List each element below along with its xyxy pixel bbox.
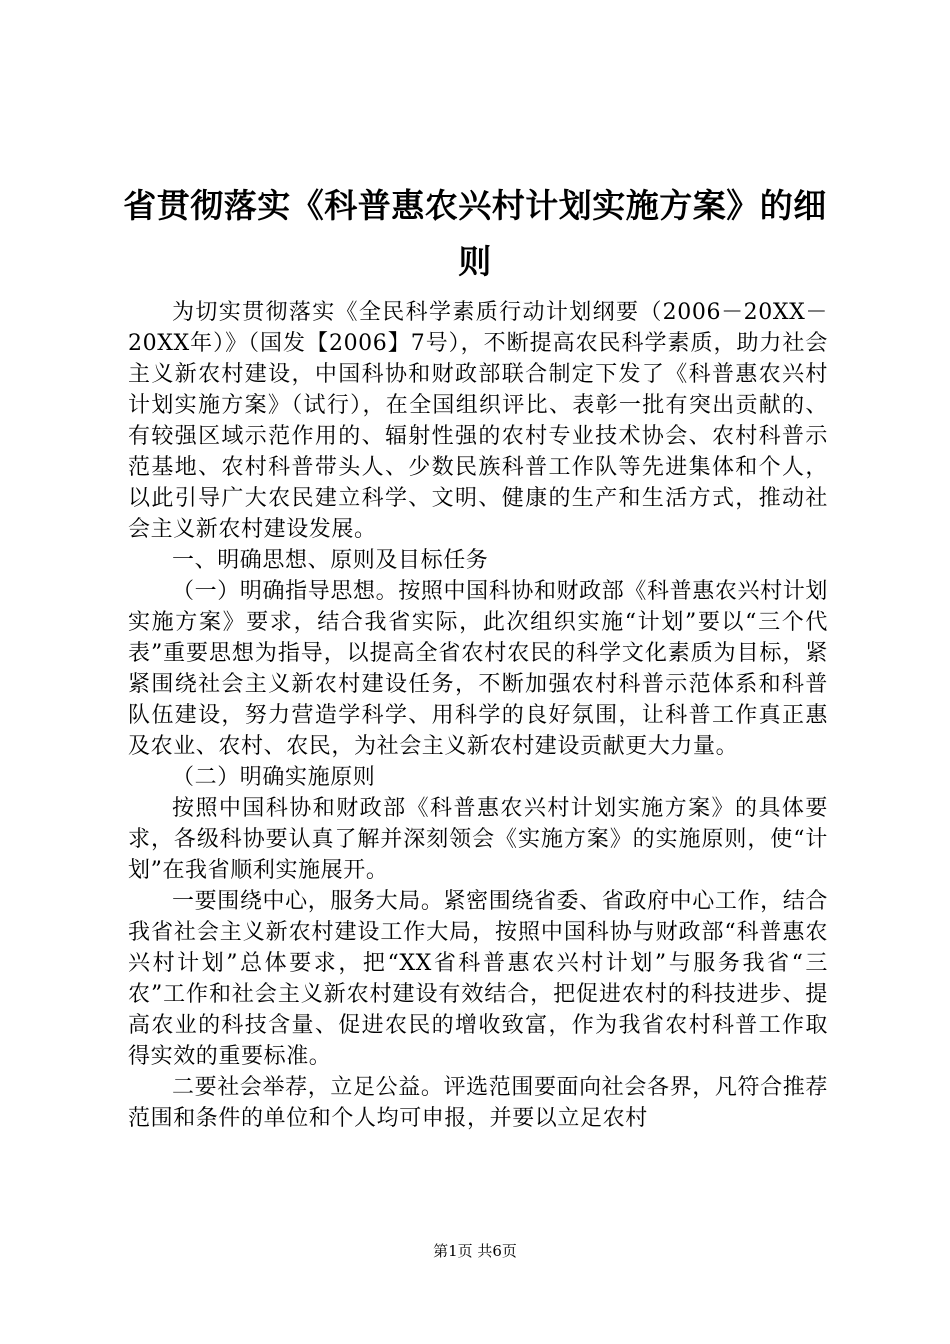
principles-paragraph: 按照中国科协和财政部《科普惠农兴村计划实施方案》的具体要求，各级科协要认真了解并深刻领会《实施方案》的实施原则，使“计划”在我省顺利实施展开。 [128,796,828,883]
document-title: 省贯彻落实《科普惠农兴村计划实施方案》的细则 [123,186,827,281]
principle-two-paragraph: 二要社会举荐，立足公益。评选范围要面向社会各界，凡符合推荐范围和条件的单位和个人均可申报，并要以立足农村 [128,1075,828,1131]
intro-paragraph: 为切实贯彻落实《全民科学素质行动计划纲要（2006－20XX－20XX年）》（国发【2006】7号），不断提高农民科学素质，助力社会主义新农村建设，中国科协和财政部联合制定下发了《科普惠农兴村计划实施方案》（试行），在全国组织评比、表彰一批有突出贡献的、有较强区域示范作用的、辐射性强的农村专业技术协会、农村科普示范基地、农村科普带头人、少数民族科普工作队等先进集体和个人，以此引导广大农民建立科学、文明、健康的生产和生活方式，推动社会主义新农村建设发展。 [128,300,828,542]
document-body [128,297,828,1134]
page-footer: 第1页 共6页 [433,1242,517,1260]
subsection-heading-2: （二）明确实施原则 [172,765,376,790]
guiding-thought-paragraph: （一）明确指导思想。按照中国科协和财政部《科普惠农兴村计划实施方案》要求，结合我省实际，此次组织实施“计划”要以“三个代表”重要思想为指导，以提高全省农村农民的科学文化素质为目标，紧紧围绕社会主义新农村建设任务，不断加强农村科普示范体系和科普队伍建设，努力营造学科学、用科学的良好氛围，让科普工作真正惠及农业、农村、农民，为社会主义新农村建设贡献更大力量。 [128,579,828,759]
principle-one-paragraph: 一要围绕中心，服务大局。紧密围绕省委、省政府中心工作，结合我省社会主义新农村建设工作大局，按照中国科协与财政部“科普惠农兴村计划”总体要求，把“XX省科普惠农兴村计划”与服务我省“三农”工作和社会主义新农村建设有效结合，把促进农村的科技进步、提高农业的科技含量、促进农民的增收致富，作为我省农村科普工作取得实效的重要标准。 [128,889,828,1069]
section-heading-1: 一、明确思想、原则及目标任务 [172,548,489,573]
